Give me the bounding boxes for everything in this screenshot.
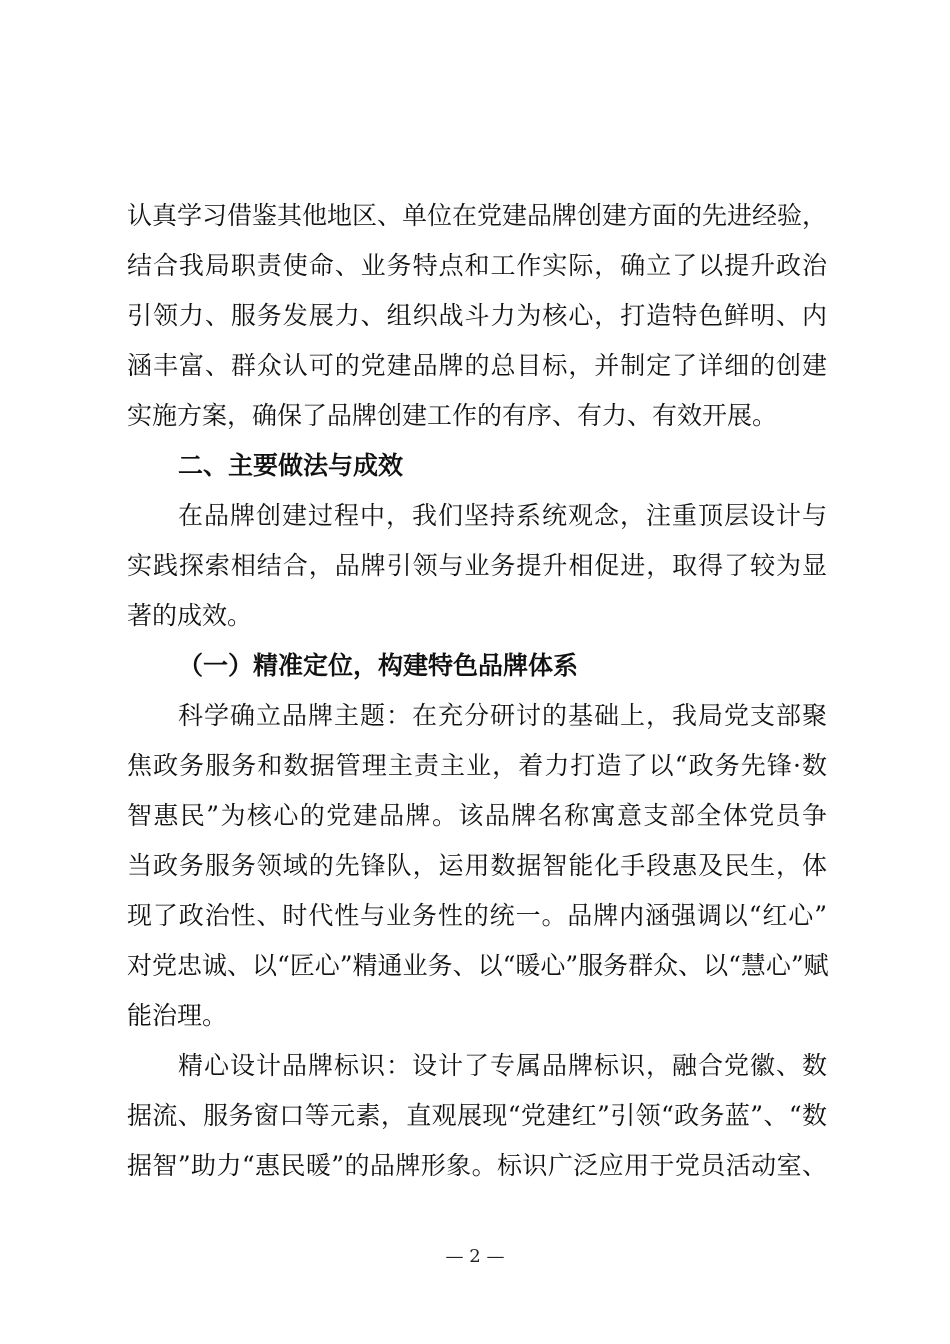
body-text-line: 当政务服务领域的先锋队，运用数据智能化手段惠及民生，体	[127, 851, 827, 880]
subsection-heading: （一）精准定位，构建特色品牌体系	[178, 651, 579, 680]
body-text-line: 科学确立品牌主题：在充分研讨的基础上，我局党支部聚	[178, 701, 827, 730]
body-text-line: 在品牌创建过程中，我们坚持系统观念，注重顶层设计与	[178, 501, 827, 530]
body-text-line: 精心设计品牌标识：设计了专属品牌标识，融合党徽、数	[178, 1051, 827, 1080]
body-text-line: 实施方案，确保了品牌创建工作的有序、有力、有效开展。	[127, 401, 778, 430]
page-number: — 2 —	[445, 1246, 505, 1267]
body-text-line: 涵丰富、群众认可的党建品牌的总目标，并制定了详细的创建	[127, 351, 827, 380]
body-text-line: 实践探索相结合，品牌引领与业务提升相促进，取得了较为显	[127, 551, 827, 580]
body-text-line: 引领力、服务发展力、组织战斗力为核心，打造特色鲜明、内	[127, 301, 827, 330]
body-text-line: 著的成效。	[127, 601, 253, 630]
body-text-line: 现了政治性、时代性与业务性的统一。品牌内涵强调以“红心”	[127, 901, 827, 930]
body-text-line: 智惠民”为核心的党建品牌。该品牌名称寓意支部全体党员争	[127, 801, 827, 830]
body-text-line: 焦政务服务和数据管理主责主业，着力打造了以“政务先锋·数	[127, 751, 827, 780]
body-text-line: 认真学习借鉴其他地区、单位在党建品牌创建方面的先进经验，	[127, 201, 828, 230]
body-text-line: 能治理。	[127, 1001, 228, 1030]
section-heading: 二、主要做法与成效	[178, 451, 404, 480]
body-text-line: 据流、服务窗口等元素，直观展现“党建红”引领“政务蓝”、“数	[127, 1101, 827, 1130]
body-text-line: 据智”助力“惠民暖”的品牌形象。标识广泛应用于党员活动室、	[127, 1151, 827, 1180]
body-text-line: 结合我局职责使命、业务特点和工作实际，确立了以提升政治	[127, 251, 827, 280]
body-text-line: 对党忠诚、以“匠心”精通业务、以“暖心”服务群众、以“慧心”赋	[127, 951, 829, 980]
